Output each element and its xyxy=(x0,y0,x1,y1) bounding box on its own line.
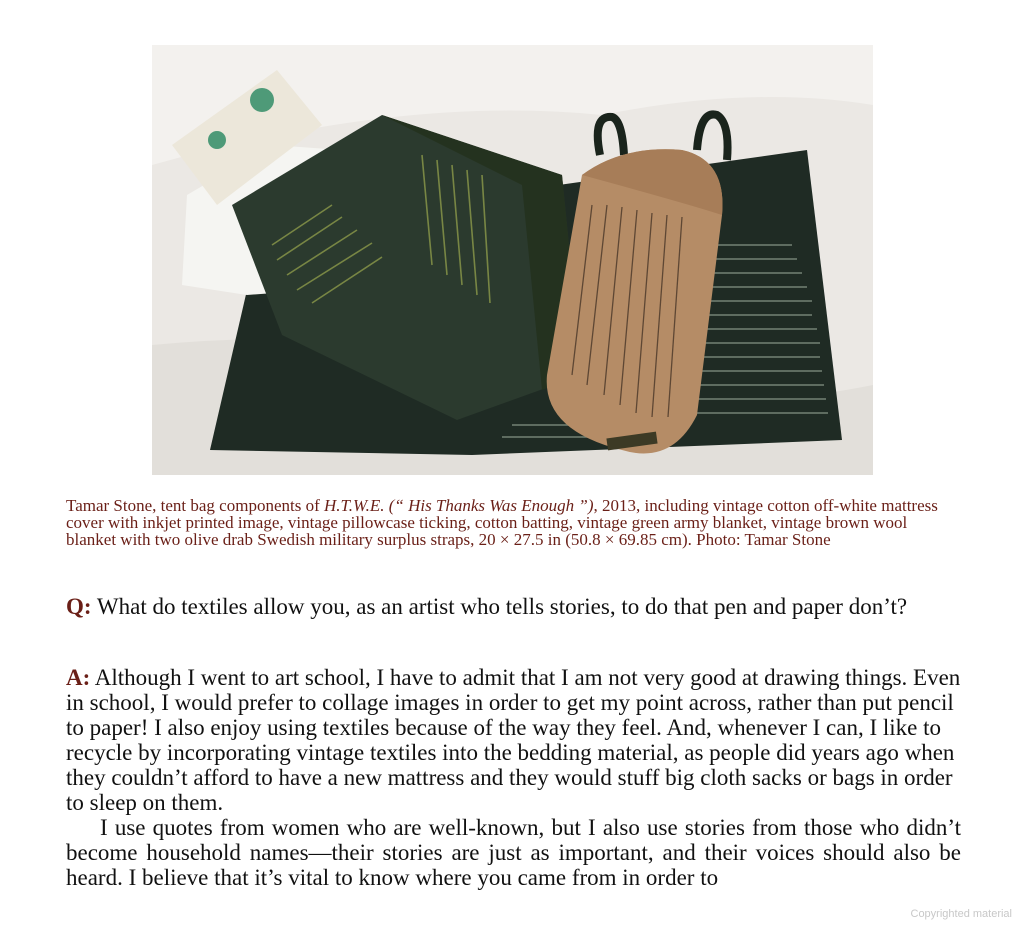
question-text: What do textiles allow you, as an artist who tells stories, to do that pen and paper don’t? xyxy=(91,594,908,619)
caption-prefix: Tamar Stone, tent bag components of xyxy=(66,496,324,515)
photo-caption xyxy=(66,497,961,548)
answer-paragraph-1-text: Although I went to art school, I have to admit that I am not very good at drawing things. Even in school, I would prefer to collage images in order to get my point across, rather than put pencil to paper! I also enjoy using textiles because of the way they feel. And, whenever I can, I like to recycle by incorporating vintage textiles into the bedding material, as people did years ago when they couldn’t afford to have a new mattress and they would stuff big cloth sacks or bags in order to sleep on them. xyxy=(66,665,961,815)
answer-paragraph-1 xyxy=(66,665,961,815)
caption-title: H.T.W.E. (“ His Thanks Was Enough ”) xyxy=(324,496,594,515)
answer-paragraph-2: I use quotes from women who are well-known, but I also use stories from those who didn’t become household names—their stories are just as important, and their voices should also be heard. I believe that it’s vital to know where you came from in order to xyxy=(66,815,961,890)
artwork-photo xyxy=(152,45,873,475)
question-block xyxy=(66,594,961,619)
answer-marker: A: xyxy=(66,665,91,690)
caption-details: , 2013, including vintage cotton off-white mattress cover with inkjet printed image, vintage pillowcase ticking, cotton batting, vintage green army blanket, vintage brown wool blanket with two olive drab Swedish military surplus straps, 20 × 27.5 in (50.8 × 69.85 cm). Photo: Tamar Stone xyxy=(66,496,938,549)
answer-block xyxy=(66,665,961,890)
copyright-watermark: Copyrighted material xyxy=(910,908,1012,920)
artwork-illustration xyxy=(152,45,873,475)
question-marker: Q: xyxy=(66,594,92,619)
